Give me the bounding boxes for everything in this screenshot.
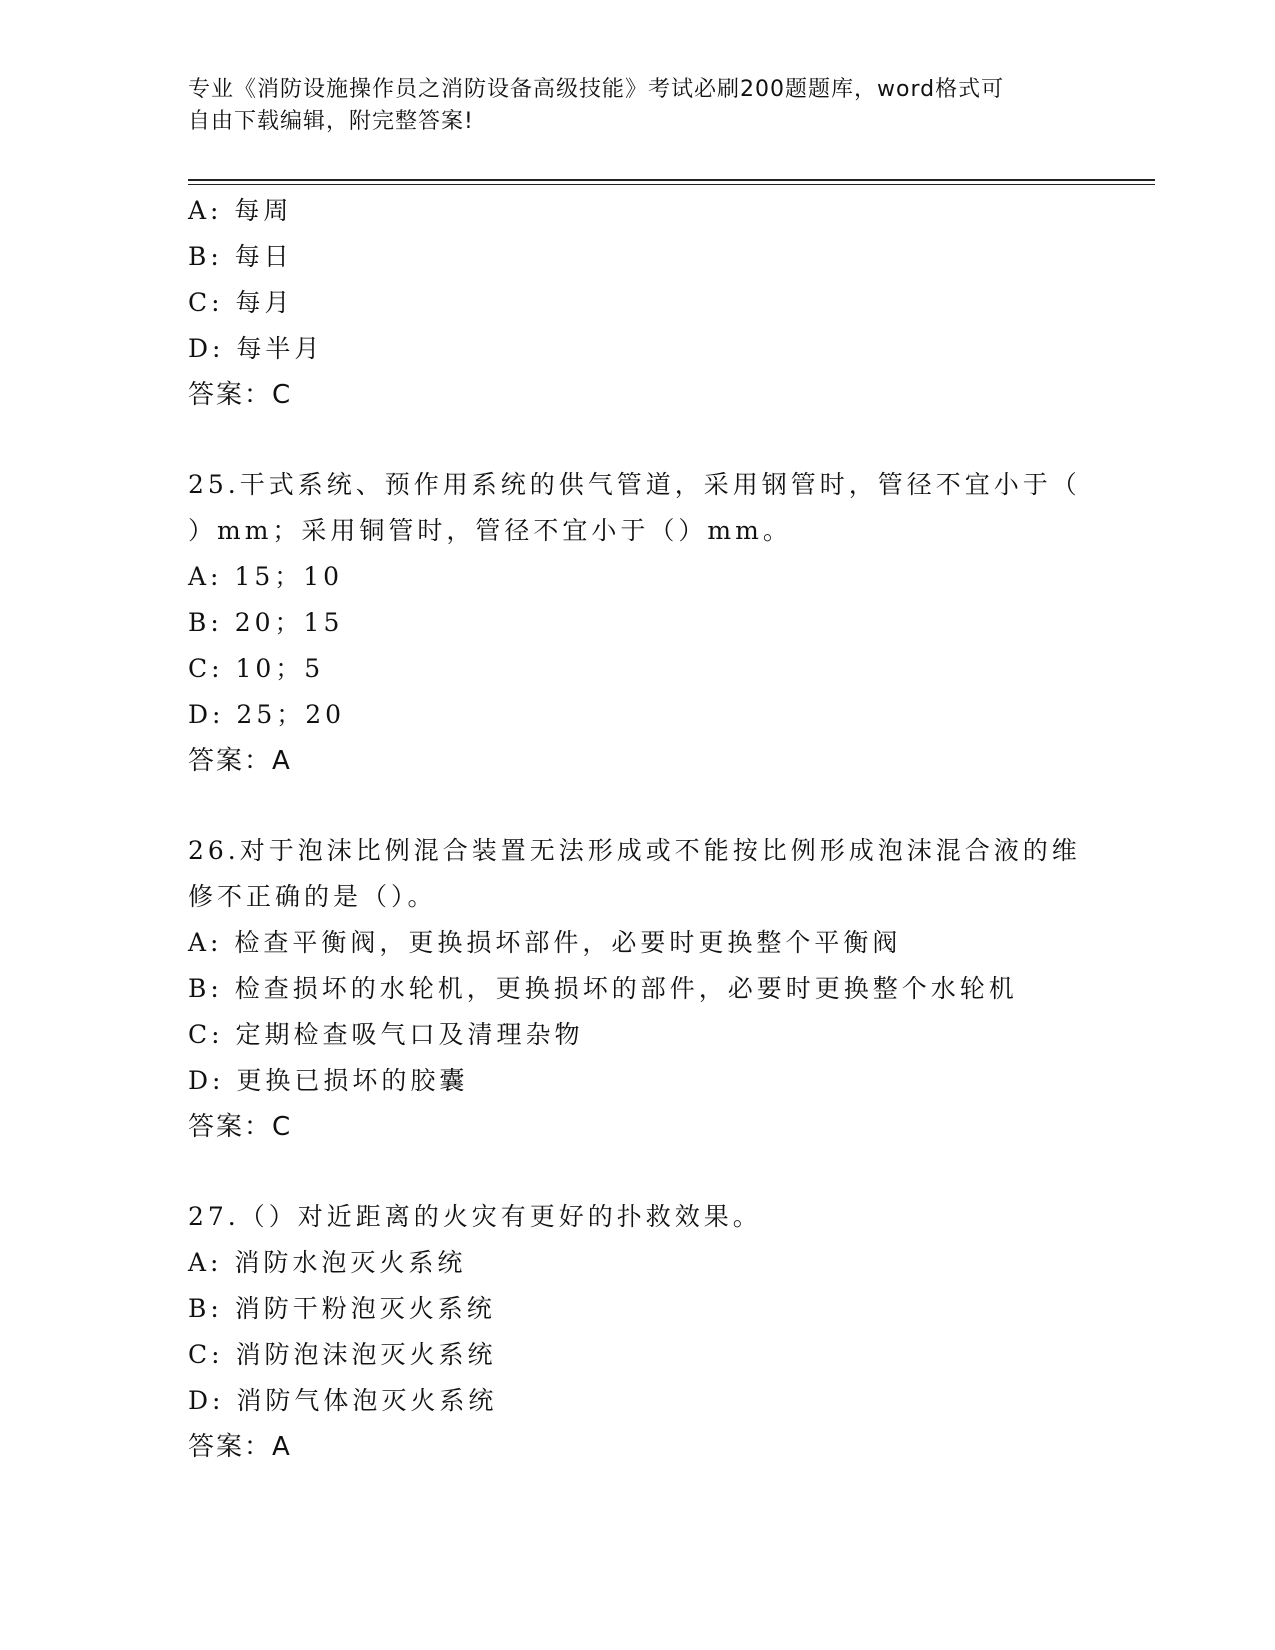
document-header [188, 74, 1078, 138]
answer-text: 答案：A [188, 746, 292, 776]
option-d: D: 消防气体泡灭火系统 [188, 1386, 498, 1415]
header-line-1: 专业《消防设施操作员之消防设备高级技能》考试必刷200题题库，word格式可 [188, 77, 1005, 102]
question-stem: 26.对于泡沫比例混合装置无法形成或不能按比例形成泡沫混合液的维 [188, 836, 1081, 865]
option-c: C: 每月 [188, 288, 294, 317]
option-b: B: 每日 [188, 242, 293, 271]
option-a: A: 15；10 [188, 562, 344, 591]
header-line-2: 自由下载编辑，附完整答案! [188, 109, 474, 134]
answer-text: 答案：A [188, 1432, 292, 1462]
option-c: C: 定期检查吸气口及清理杂物 [188, 1020, 584, 1049]
header-divider [188, 179, 1155, 181]
answer-text: 答案：C [188, 380, 293, 410]
option-d: D: 更换已损坏的胶囊 [188, 1066, 469, 1095]
question-stem-cont: 修不正确的是（）。 [188, 882, 437, 911]
option-c: C: 消防泡沫泡灭火系统 [188, 1340, 497, 1369]
answer-text: 答案：C [188, 1112, 293, 1142]
question-stem: 25.干式系统、预作用系统的供气管道，采用钢管时，管径不宜小于（ [188, 470, 1081, 499]
question-stem-cont: ）mm；采用铜管时，管径不宜小于（）mm。 [188, 516, 792, 545]
question-list [188, 188, 1128, 1470]
option-c: C: 10；5 [188, 654, 325, 683]
question-25 [188, 462, 1128, 784]
question-27 [188, 1194, 1128, 1470]
question-26 [188, 828, 1128, 1150]
option-a: A: 消防水泡灭火系统 [188, 1248, 467, 1277]
option-b: B: 20；15 [188, 608, 344, 637]
option-d: D: 25；20 [188, 700, 346, 729]
question-24 [188, 188, 1128, 418]
option-b: B: 检查损坏的水轮机，更换损坏的部件，必要时更换整个水轮机 [188, 974, 1018, 1003]
option-d: D: 每半月 [188, 334, 324, 363]
header-divider-thin [188, 184, 1155, 185]
option-b: B: 消防干粉泡灭火系统 [188, 1294, 496, 1323]
option-a: A: 检查平衡阀，更换损坏部件，必要时更换整个平衡阀 [188, 928, 902, 957]
option-a: A: 每周 [188, 196, 293, 225]
question-stem: 27.（）对近距离的火灾有更好的扑救效果。 [188, 1202, 762, 1231]
